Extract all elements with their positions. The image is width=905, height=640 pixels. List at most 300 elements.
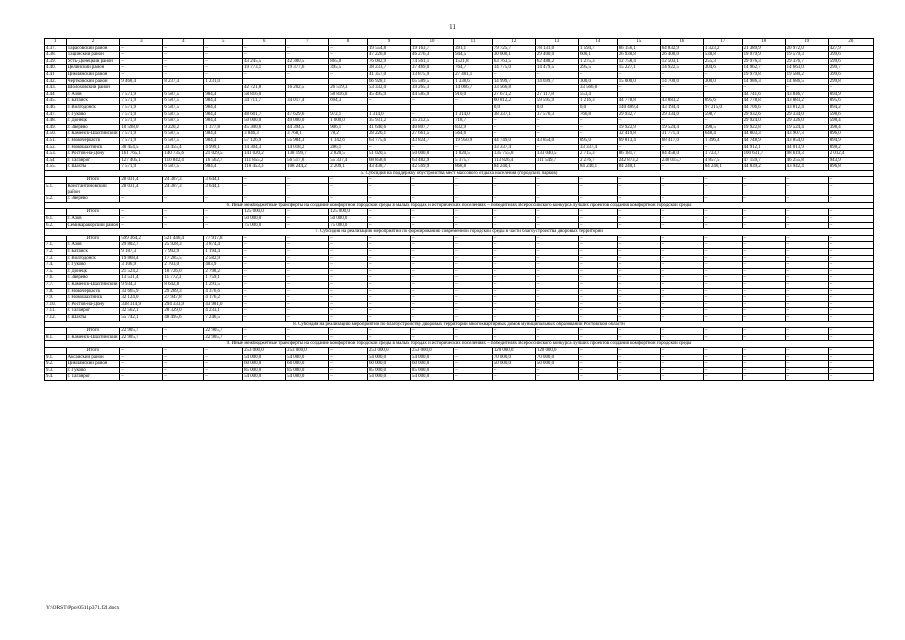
amount-cell: – xyxy=(535,255,578,262)
amount-cell xyxy=(286,91,329,98)
amount-cell: 60 000,0 xyxy=(411,361,454,368)
amount-cell: 984,4 xyxy=(204,118,243,125)
amount-cell: – xyxy=(660,85,703,92)
amount-cell: – xyxy=(617,235,660,242)
amount-cell: – xyxy=(617,144,660,151)
row-index-cell: 7.10. xyxy=(45,301,67,308)
amount-cell: – xyxy=(703,295,742,302)
amount-cell: 29 400,0 xyxy=(535,52,578,59)
amount-cell xyxy=(243,104,286,111)
table-row xyxy=(45,275,874,282)
amount-cell: – xyxy=(163,361,204,368)
amount-cell: – xyxy=(243,328,286,335)
amount-cell: – xyxy=(454,216,493,223)
amount-cell: – xyxy=(828,177,873,184)
table-row xyxy=(45,151,874,158)
section-heading-row xyxy=(45,229,874,236)
amount-cell: – xyxy=(492,71,535,78)
amount-cell: – xyxy=(286,71,329,78)
amount-cell: – xyxy=(828,314,873,321)
amount-cell: 4 999,1 xyxy=(204,144,243,151)
amount-cell: 19 524,4 xyxy=(785,124,828,131)
amount-cell: – xyxy=(454,367,493,374)
amount-cell: – xyxy=(828,374,873,381)
amount-cell: 894,9 xyxy=(828,137,873,144)
amount-cell: 9 468,4 xyxy=(120,78,163,85)
amount-cell: – xyxy=(411,249,454,256)
amount-cell: – xyxy=(243,295,286,302)
amount-cell: – xyxy=(535,144,578,151)
amount-cell: – xyxy=(578,124,617,131)
amount-cell: 7 246,5 xyxy=(204,314,243,321)
amount-cell: – xyxy=(828,288,873,295)
table-row xyxy=(45,104,874,111)
row-index-cell: 4.51. xyxy=(45,137,67,144)
amount-cell: – xyxy=(204,58,243,65)
amount-cell: 51 020,5 xyxy=(367,151,410,158)
amount-cell: – xyxy=(163,58,204,65)
amount-cell: – xyxy=(454,275,493,282)
amount-cell: – xyxy=(660,354,703,361)
table-row xyxy=(45,45,874,52)
row-index-cell: 4.40. xyxy=(45,65,67,72)
amount-cell: – xyxy=(367,196,410,203)
amount-cell: 16 562,7 xyxy=(204,157,243,164)
amount-cell: – xyxy=(492,235,535,242)
amount-cell: – xyxy=(492,268,535,275)
amount-cell: – xyxy=(742,288,785,295)
amount-cell: 399,6 xyxy=(828,52,873,59)
amount-cell: 19 163,7 xyxy=(411,45,454,52)
amount-cell: 28 031,4 xyxy=(120,177,163,184)
amount-cell: – xyxy=(492,281,535,288)
amount-cell: – xyxy=(411,144,454,151)
amount-cell: – xyxy=(329,374,368,381)
row-index-cell: 4.53. xyxy=(45,151,67,158)
amount-cell: – xyxy=(535,268,578,275)
amount-cell: – xyxy=(286,314,329,321)
amount-cell: 9 934,3 xyxy=(120,281,163,288)
amount-cell: – xyxy=(367,235,410,242)
amount-cell: 46 255,8 xyxy=(785,157,828,164)
row-index-cell: 4.46. xyxy=(45,104,67,111)
amount-cell: – xyxy=(785,334,828,341)
amount-cell: 29 289,3 xyxy=(163,288,204,295)
amount-cell: 6 587,5 xyxy=(163,91,204,98)
amount-cell: – xyxy=(163,222,204,229)
amount-cell: – xyxy=(828,354,873,361)
amount-cell: – xyxy=(120,71,163,78)
territory-name-cell: г. Таганрог xyxy=(66,157,120,164)
amount-cell: – xyxy=(286,216,329,223)
amount-cell: 108 244,2 xyxy=(286,164,329,171)
amount-cell: – xyxy=(243,308,286,315)
amount-cell: 141 020,2 xyxy=(243,151,286,158)
amount-cell: – xyxy=(411,314,454,321)
amount-cell: – xyxy=(742,334,785,341)
territory-name-cell: г. Таганрог xyxy=(66,308,120,315)
amount-cell: 7 571,9 xyxy=(120,91,163,98)
amount-cell: 19 922,8 xyxy=(742,124,785,131)
amount-cell: – xyxy=(411,334,454,341)
column-number-cell: 16 xyxy=(660,39,703,46)
amount-cell: 14 962,7 xyxy=(742,65,785,72)
amount-cell: 84 240,1 xyxy=(617,164,660,171)
amount-cell: 27 117,8 xyxy=(535,91,578,98)
amount-cell: 38 337,1 xyxy=(492,111,535,118)
amount-cell: 399,6 xyxy=(828,71,873,78)
amount-cell: 1 000,0 xyxy=(329,118,368,125)
amount-cell: – xyxy=(703,314,742,321)
amount-cell xyxy=(703,91,742,98)
amount-cell: – xyxy=(578,367,617,374)
amount-cell: – xyxy=(828,268,873,275)
territory-name-cell: Тацинский район xyxy=(66,52,120,59)
amount-cell: 898,2 xyxy=(828,144,873,151)
amount-cell: 894,9 xyxy=(828,91,873,98)
amount-cell: – xyxy=(492,177,535,184)
amount-cell: – xyxy=(742,249,785,256)
amount-cell: – xyxy=(329,177,368,184)
territory-name-cell: г. Азов xyxy=(66,216,120,223)
amount-cell: 27 661,5 xyxy=(411,131,454,138)
amount-cell: 14 700,0 xyxy=(660,78,703,85)
amount-cell: – xyxy=(411,235,454,242)
amount-cell: – xyxy=(660,275,703,282)
amount-cell: – xyxy=(367,222,410,229)
amount-cell: – xyxy=(243,235,286,242)
amount-cell: – xyxy=(329,314,368,321)
row-index-cell xyxy=(45,209,67,216)
amount-cell: – xyxy=(785,235,828,242)
amount-cell: 55 742,1 xyxy=(120,314,163,321)
amount-cell: – xyxy=(286,249,329,256)
amount-cell: 0,0 xyxy=(535,104,578,111)
amount-cell: 44 706,6 xyxy=(742,104,785,111)
amount-cell: – xyxy=(617,118,660,125)
table-row xyxy=(45,157,874,164)
amount-cell: – xyxy=(411,268,454,275)
amount-cell: – xyxy=(660,334,703,341)
amount-cell: 63 775,6 xyxy=(367,137,410,144)
amount-cell: 984,4 xyxy=(204,98,243,105)
amount-cell xyxy=(535,164,578,171)
table-row xyxy=(45,262,874,269)
amount-cell: 34 017,4 xyxy=(286,98,329,105)
amount-cell: – xyxy=(329,255,368,262)
amount-cell: – xyxy=(660,295,703,302)
column-number-cell: 6 xyxy=(243,39,286,46)
amount-cell: 295,5 xyxy=(578,65,617,72)
table-row xyxy=(45,65,874,72)
amount-cell: – xyxy=(742,308,785,315)
amount-cell: – xyxy=(163,45,204,52)
amount-cell: – xyxy=(660,281,703,288)
row-index-cell: 4.50. xyxy=(45,131,67,138)
row-index-cell xyxy=(45,235,67,242)
amount-cell: 1 338,6 xyxy=(454,78,493,85)
amount-cell: 29 334,0 xyxy=(660,111,703,118)
amount-cell: – xyxy=(329,281,368,288)
amount-cell: 50 000,0 xyxy=(492,361,535,368)
amount-cell: 60 000,0 xyxy=(243,361,286,368)
amount-cell: – xyxy=(454,308,493,315)
amount-cell: 161 765,1 xyxy=(120,151,163,158)
amount-cell: 2 276,7 xyxy=(578,157,617,164)
amount-cell: – xyxy=(329,367,368,374)
amount-cell: – xyxy=(367,334,410,341)
amount-cell: – xyxy=(243,275,286,282)
amount-cell: – xyxy=(243,255,286,262)
amount-cell: – xyxy=(578,262,617,269)
table-row xyxy=(45,52,874,59)
table-row xyxy=(45,131,874,138)
amount-cell: – xyxy=(367,268,410,275)
amount-cell: – xyxy=(578,249,617,256)
amount-cell: – xyxy=(742,85,785,92)
amount-cell: 19 554,8 xyxy=(367,45,410,52)
amount-cell: – xyxy=(120,222,163,229)
amount-cell: 22 905,7 xyxy=(204,334,243,341)
amount-cell: – xyxy=(535,184,578,196)
amount-cell: – xyxy=(243,268,286,275)
column-number-cell: 11 xyxy=(454,39,493,46)
amount-cell: 55 337,4 xyxy=(329,157,368,164)
amount-cell: – xyxy=(742,242,785,249)
amount-cell: – xyxy=(120,374,163,381)
amount-cell: 2 798,2 xyxy=(204,268,243,275)
amount-cell: – xyxy=(120,52,163,59)
amount-cell: – xyxy=(617,216,660,223)
table-row xyxy=(45,255,874,262)
amount-cell: 41 640,6 xyxy=(367,124,410,131)
territory-name-cell: г. Таганрог xyxy=(66,374,120,381)
column-number-cell: 18 xyxy=(742,39,785,46)
amount-cell: – xyxy=(578,295,617,302)
amount-cell: 253 000,0 xyxy=(411,347,454,354)
amount-cell: – xyxy=(785,367,828,374)
table-row xyxy=(45,268,874,275)
amount-cell: – xyxy=(367,209,410,216)
amount-cell: 3 846,3 xyxy=(243,131,286,138)
table-row xyxy=(45,71,874,78)
amount-cell: – xyxy=(535,275,578,282)
amount-cell: 253 000,0 xyxy=(286,347,329,354)
amount-cell: – xyxy=(492,334,535,341)
amount-cell: – xyxy=(329,71,368,78)
amount-cell: 47 159,7 xyxy=(742,157,785,164)
amount-cell: – xyxy=(578,235,617,242)
amount-cell: 28 031,4 xyxy=(120,184,163,196)
amount-cell: 12 758,4 xyxy=(617,58,660,65)
amount-cell: – xyxy=(660,222,703,229)
amount-cell: – xyxy=(535,308,578,315)
amount-cell: – xyxy=(286,196,329,203)
amount-cell: – xyxy=(367,216,410,223)
amount-cell: 68 417,0 xyxy=(660,137,703,144)
table-row xyxy=(45,58,874,65)
amount-cell: – xyxy=(286,184,329,196)
amount-cell: 48 495,6 xyxy=(163,314,204,321)
amount-cell: – xyxy=(617,177,660,184)
amount-cell: 45 495,9 xyxy=(367,91,410,98)
amount-cell: 1521,8 xyxy=(454,58,493,65)
amount-cell: 28 329,0 xyxy=(163,308,204,315)
amount-cell xyxy=(535,85,578,92)
page-number: 11 xyxy=(449,23,456,31)
amount-cell: – xyxy=(454,328,493,335)
total-row xyxy=(45,235,874,242)
amount-cell: 70 000,0 xyxy=(492,354,535,361)
amount-cell: – xyxy=(492,301,535,308)
amount-cell: – xyxy=(828,367,873,374)
amount-cell: – xyxy=(742,328,785,335)
territory-name-cell: г. Каменск-Шахтинский xyxy=(66,281,120,288)
amount-cell: – xyxy=(163,334,204,341)
amount-cell: – xyxy=(703,275,742,282)
amount-cell: – xyxy=(828,301,873,308)
column-number-cell: 4 xyxy=(163,39,204,46)
amount-cell: – xyxy=(617,347,660,354)
amount-cell: – xyxy=(411,184,454,196)
amount-cell: 44 749,0 xyxy=(492,137,535,144)
amount-cell: – xyxy=(492,118,535,125)
amount-cell: – xyxy=(367,184,410,196)
amount-cell: 45 300,6 xyxy=(243,124,286,131)
amount-cell: – xyxy=(204,45,243,52)
amount-cell: – xyxy=(828,209,873,216)
budget-table xyxy=(44,38,874,381)
amount-cell: 57 126,9 xyxy=(243,137,286,144)
amount-cell: 44 748,9 xyxy=(742,137,785,144)
amount-cell: 77 917,8 xyxy=(204,235,243,242)
amount-cell: 50 000,0 xyxy=(411,151,454,158)
amount-cell: – xyxy=(163,347,204,354)
amount-cell: 9 220,2 xyxy=(163,124,204,131)
amount-cell: 48 601,7 xyxy=(243,111,286,118)
amount-cell: – xyxy=(660,301,703,308)
territory-name-cell: г. Зверево xyxy=(66,275,120,282)
amount-cell: 7 571,9 xyxy=(120,111,163,118)
table-row xyxy=(45,374,874,381)
amount-cell: – xyxy=(329,328,368,335)
amount-cell: – xyxy=(367,177,410,184)
amount-cell: – xyxy=(163,328,204,335)
amount-cell: – xyxy=(204,71,243,78)
amount-cell: – xyxy=(660,118,703,125)
total-row xyxy=(45,328,874,335)
amount-cell: – xyxy=(411,255,454,262)
amount-cell: – xyxy=(660,262,703,269)
amount-cell: – xyxy=(828,361,873,368)
amount-cell: – xyxy=(454,288,493,295)
amount-cell: – xyxy=(742,209,785,216)
column-number-cell: 10 xyxy=(411,39,454,46)
amount-cell: – xyxy=(742,177,785,184)
amount-cell: 50 000,0 xyxy=(535,361,578,368)
amount-cell: – xyxy=(535,242,578,249)
amount-cell: – xyxy=(454,255,493,262)
amount-cell: 75 000,0 xyxy=(329,222,368,229)
amount-cell: – xyxy=(828,255,873,262)
amount-cell: – xyxy=(367,249,410,256)
amount-cell: – xyxy=(454,334,493,341)
amount-cell: 60 812,2 xyxy=(492,98,535,105)
amount-cell: – xyxy=(828,235,873,242)
amount-cell: – xyxy=(828,184,873,196)
column-number-cell: 15 xyxy=(617,39,660,46)
amount-cell: 26 519,3 xyxy=(329,85,368,92)
amount-cell: – xyxy=(367,314,410,321)
territory-name-cell: г. Донецк xyxy=(66,268,120,275)
amount-cell: 85 000,0 xyxy=(286,367,329,374)
amount-cell: – xyxy=(492,295,535,302)
section-heading: 6. Иные межбюджетные трансферты на создание комфортной городской среды в малых городах и исторических поселениях – победителях Всероссийского конкурса лучших проектов создания комфортной городской среды xyxy=(45,202,874,209)
amount-cell: – xyxy=(492,209,535,216)
amount-cell: 33 665,9 xyxy=(120,288,163,295)
amount-cell: – xyxy=(785,314,828,321)
amount-cell: – xyxy=(329,235,368,242)
amount-cell: – xyxy=(120,216,163,223)
amount-cell: 54 000,0 xyxy=(367,374,410,381)
amount-cell: 29 376,7 xyxy=(785,58,828,65)
amount-cell: 299,7 xyxy=(828,65,873,72)
row-index-cell: 7.7. xyxy=(45,281,67,288)
amount-cell: 135 755,8 xyxy=(492,151,535,158)
amount-cell: – xyxy=(454,235,493,242)
amount-cell: 564,6 xyxy=(454,131,493,138)
amount-cell: – xyxy=(492,196,535,203)
amount-cell: 521 446,4 xyxy=(163,235,204,242)
row-index-cell: 9.2. xyxy=(45,361,67,368)
amount-cell: 43 907,3 xyxy=(785,131,828,138)
amount-cell: – xyxy=(578,314,617,321)
amount-cell: – xyxy=(785,85,828,92)
amount-cell: – xyxy=(785,354,828,361)
amount-cell: – xyxy=(367,288,410,295)
row-index-cell: 4.45. xyxy=(45,98,67,105)
amount-cell: – xyxy=(828,308,873,315)
amount-cell: 7 571,9 xyxy=(120,164,163,171)
amount-cell: 598,4 xyxy=(828,118,873,125)
amount-cell: – xyxy=(492,288,535,295)
amount-cell: 299,8 xyxy=(828,78,873,85)
territory-name-cell: г. Азов xyxy=(66,91,120,98)
amount-cell: 242 873,2 xyxy=(617,157,660,164)
amount-cell: 22 905,7 xyxy=(120,328,163,335)
amount-cell: – xyxy=(660,268,703,275)
amount-cell: – xyxy=(243,281,286,288)
table-row xyxy=(45,242,874,249)
amount-cell: 984,4 xyxy=(204,91,243,98)
row-index-cell: 4.52. xyxy=(45,144,67,151)
amount-cell: – xyxy=(535,334,578,341)
amount-cell: 54 000,0 xyxy=(243,354,286,361)
amount-cell: – xyxy=(785,242,828,249)
amount-cell: 984,4 xyxy=(204,111,243,118)
amount-cell: 3 768,1 xyxy=(286,131,329,138)
amount-cell: 70 000,0 xyxy=(535,354,578,361)
amount-cell: – xyxy=(785,301,828,308)
amount-cell: – xyxy=(163,374,204,381)
amount-cell: – xyxy=(492,308,535,315)
territory-name-cell: г. Ростов-на-Дону xyxy=(66,301,120,308)
amount-cell: 600,1 xyxy=(578,52,617,59)
amount-cell: – xyxy=(204,374,243,381)
amount-cell: – xyxy=(454,177,493,184)
amount-cell xyxy=(243,78,286,85)
row-index-cell: 4.42. xyxy=(45,78,67,85)
